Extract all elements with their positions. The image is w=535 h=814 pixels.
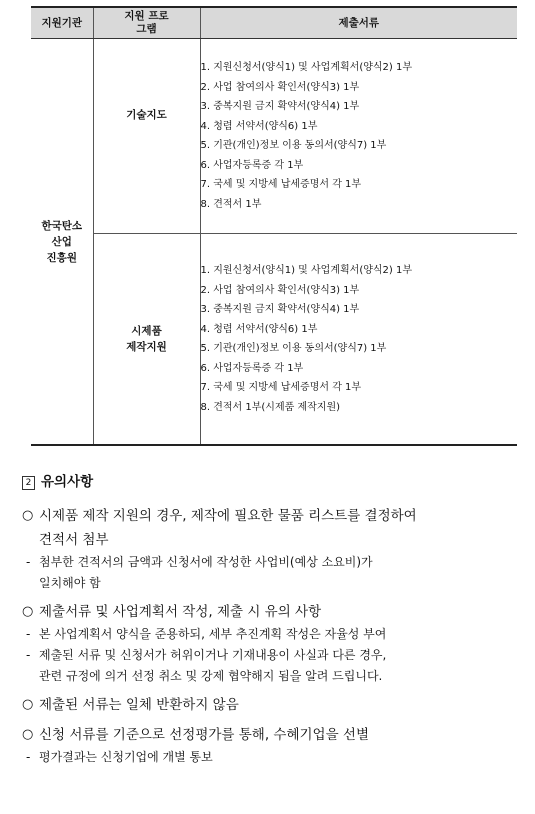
header-documents: 제출서류 xyxy=(200,7,517,39)
table-row xyxy=(31,234,517,446)
dash-bullet-icon: - xyxy=(26,648,31,662)
note-sub-line: 제출된 서류 및 신청서가 허위이거나 기재내용이 사실과 다른 경우, xyxy=(39,648,387,662)
note-line: 시제품 제작 지원의 경우, 제작에 필요한 물품 리스트를 결정하여 xyxy=(39,508,417,524)
notes-title: 유의사항 xyxy=(41,474,94,490)
note-sub-item xyxy=(22,552,522,594)
note-sub-line: 본 사업계획서 양식을 준용하되, 세부 추진계획 작성은 자율성 부여 xyxy=(39,627,387,641)
submission-documents-table xyxy=(31,6,517,446)
notes-section xyxy=(22,472,522,768)
documents-cell xyxy=(200,234,517,446)
note-sub-item xyxy=(22,747,522,768)
note-sub-line: 평가결과는 신청기업에 개별 통보 xyxy=(39,750,213,764)
circle-bullet-icon: ○ xyxy=(22,604,34,619)
documents-cell xyxy=(200,39,517,234)
list-item: 2. 사업 참여의사 확인서(양식3) 1부 xyxy=(200,284,360,296)
agency-line: 진흥원 xyxy=(46,251,77,264)
note-sub-line: 일치해야 함 xyxy=(39,576,101,590)
document-list xyxy=(201,58,518,214)
header-program-text: 지원 프로그램 xyxy=(124,10,169,35)
list-item: 5. 기관(개인)정보 이용 동의서(양식7) 1부 xyxy=(200,343,387,354)
note-item xyxy=(22,600,522,624)
note-line: 제출서류 및 사업계획서 작성, 제출 시 유의 사항 xyxy=(39,604,322,620)
program-name: 기술지도 xyxy=(126,109,167,121)
list-item: 4. 청렴 서약서(양식6) 1부 xyxy=(200,323,318,335)
section-number-box: 2 xyxy=(22,476,35,490)
dash-bullet-icon: - xyxy=(26,750,31,764)
note-line: 제출된 서류는 일체 반환하지 않음 xyxy=(39,697,239,713)
agency-line: 산업 xyxy=(51,235,72,248)
note-sub-item xyxy=(22,645,522,687)
list-item: 7. 국세 및 지방세 납세증명서 각 1부 xyxy=(200,382,362,393)
list-item: 5. 기관(개인)정보 이용 동의서(양식7) 1부 xyxy=(200,140,387,151)
dash-bullet-icon: - xyxy=(26,555,31,569)
program-name: 시제품 xyxy=(131,325,162,337)
note-line: 신청 서류를 기준으로 선정평가를 통해, 수혜기업을 선별 xyxy=(39,727,369,743)
notes-heading xyxy=(22,472,522,492)
circle-bullet-icon: ○ xyxy=(22,727,34,742)
header-program xyxy=(93,7,200,39)
note-sub-line: 관련 규정에 의거 선정 취소 및 강제 협약해지 됨을 알려 드립니다. xyxy=(39,669,383,683)
table-header-row xyxy=(31,7,517,39)
program-name-cell xyxy=(93,39,200,234)
table-row xyxy=(31,39,517,234)
program-name: 제작지원 xyxy=(126,341,167,353)
dash-bullet-icon: - xyxy=(26,627,31,641)
list-item: 4. 청렴 서약서(양식6) 1부 xyxy=(200,120,318,132)
circle-bullet-icon: ○ xyxy=(22,508,34,523)
list-item: 8. 견적서 1부(시제품 제작지원) xyxy=(200,401,341,413)
note-item xyxy=(22,504,522,552)
list-item: 1. 지원신청서(양식1) 및 사업계획서(양식2) 1부 xyxy=(200,62,413,73)
list-item: 1. 지원신청서(양식1) 및 사업계획서(양식2) 1부 xyxy=(200,265,413,276)
agency-line: 한국탄소 xyxy=(41,219,83,232)
document-list xyxy=(201,261,518,417)
note-item xyxy=(22,723,522,747)
circle-bullet-icon: ○ xyxy=(22,697,34,712)
agency-cell xyxy=(31,39,93,446)
header-agency: 지원기관 xyxy=(31,7,93,39)
note-sub-line: 첨부한 견적서의 금액과 신청서에 작성한 사업비(예상 소요비)가 xyxy=(39,555,373,569)
list-item: 2. 사업 참여의사 확인서(양식3) 1부 xyxy=(200,81,360,93)
program-name-cell xyxy=(93,234,200,446)
list-item: 3. 중복지원 금지 확약서(양식4) 1부 xyxy=(200,304,360,315)
list-item: 8. 견적서 1부 xyxy=(200,198,262,210)
list-item: 3. 중복지원 금지 확약서(양식4) 1부 xyxy=(200,101,360,112)
note-item xyxy=(22,693,522,717)
list-item: 7. 국세 및 지방세 납세증명서 각 1부 xyxy=(200,179,362,190)
note-line: 견적서 첨부 xyxy=(39,532,109,548)
list-item: 6. 사업자등록증 각 1부 xyxy=(200,362,304,374)
note-sub-item xyxy=(22,624,522,645)
list-item: 6. 사업자등록증 각 1부 xyxy=(200,159,304,171)
